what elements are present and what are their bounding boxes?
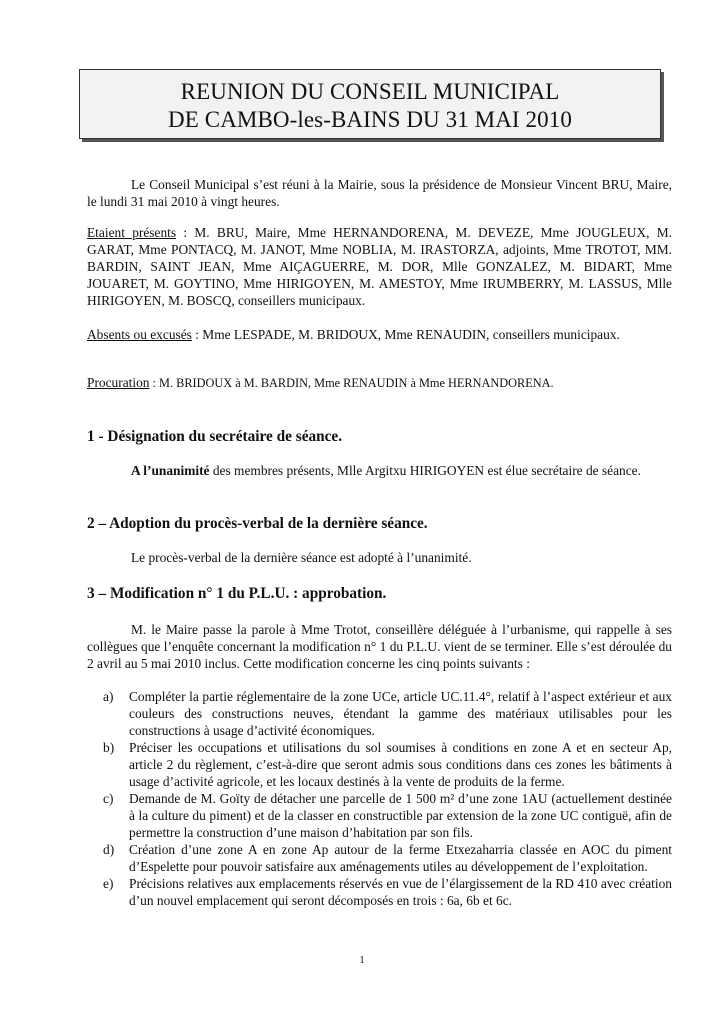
section-3	[87, 584, 672, 604]
section-2-text: Le procès-verbal de la dernière séance est adopté à l’unanimité.	[131, 550, 472, 565]
intro-paragraph	[87, 176, 672, 210]
section-3-text: M. le Maire passe la parole à Mme Trotot, conseillère déléguée à l’urbanisme, qui rappelle à ses collègues que l’enquête concernant la modification n° 1 du P.L.U. vient de se terminer. Elle s’est déroulée du 2 avril au 5 mai 2010 inclus. Cette modification concerne les cinq points suivants :	[87, 622, 672, 671]
title-line-1: REUNION DU CONSEIL MUNICIPAL	[180, 79, 560, 104]
present-text: : M. BRU, Maire, Mme HERNANDORENA, M. DEVEZE, Mme JOUGLEUX, M. GARAT, Mme PONTACQ, M. JANOT, Mme NOBLIA, M. IRASTORZA, adjoints, Mme TROTOT, MM. BARDIN, SAINT JEAN, Mme AIÇAGUERRE, M. DOR, Mlle GONZALEZ, M. BIDART, Mme JOUARET, M. GOYTINO, Mme HIRIGOYEN, M. AMESTOY, Mme IRUMBERRY, M. LASSUS, Mlle HIRIGOYEN, M. BOSCQ, conseillers municipaux.	[87, 225, 672, 308]
section-2	[87, 514, 672, 534]
list-item-text: Création d’une zone A en zone Ap autour de la ferme Etxezaharria classée en AOC du piment d’Espelette pour pouvoir satisfaire aux aménagements utiles au développement de l’exploitation.	[129, 842, 672, 874]
list-item	[103, 790, 672, 841]
section-1-text: des membres présents, Mlle Argitxu HIRIGOYEN est élue secrétaire de séance.	[209, 463, 641, 478]
page-number: 1	[359, 954, 365, 966]
list-item-text: Préciser les occupations et utilisations du sol soumises à conditions en zone A et en secteur Ap, article 2 du règlement, c’est-à-dire que seront admis sous conditions dans ces zones les bâtiments à usage d’activité agricole, et les locaux destinés à la vente de produits de la ferme.	[129, 740, 672, 789]
present-paragraph	[87, 224, 672, 309]
absent-paragraph	[87, 326, 672, 343]
title-box	[79, 69, 661, 139]
list-item	[103, 841, 672, 875]
absent-text: : Mme LESPADE, M. BRIDOUX, Mme RENAUDIN, conseillers municipaux.	[191, 327, 620, 342]
section-2-body	[87, 549, 672, 566]
list-item	[103, 739, 672, 790]
title-line-2: DE CAMBO-les-BAINS DU 31 MAI 2010	[168, 107, 572, 132]
list-item-text: Demande de M. Goïty de détacher une parcelle de 1 500 m² d’une zone 1AU (actuellement destinée à la culture du piment) et de la classer en constructible par extension de la zone UC contiguë, afin de permettre la construction d’une maison d’habitation par son fils.	[129, 791, 672, 840]
proxy-text: : M. BRIDOUX à M. BARDIN, Mme RENAUDIN à Mme HERNANDORENA.	[149, 376, 554, 390]
proxy-paragraph	[87, 374, 672, 392]
list-marker: a)	[103, 689, 114, 704]
section-1	[87, 427, 672, 447]
section-2-heading: 2 – Adoption du procès-verbal de la dernière séance.	[87, 515, 428, 532]
list-marker: c)	[103, 791, 114, 806]
section-1-body	[87, 462, 672, 479]
intro-text: Le Conseil Municipal s’est réuni à la Mairie, sous la présidence de Monsieur Vincent BRU, Maire, le lundi 31 mai 2010 à vingt heures.	[87, 177, 672, 209]
list-item-text: Compléter la partie réglementaire de la zone UCe, article UC.11.4°, relatif à l’aspect extérieur et aux couleurs des constructions neuves, étendant la gamme des matériaux utilisables pour les constructions à usage d’activité économiques.	[129, 689, 672, 738]
list-marker: e)	[103, 876, 114, 891]
present-label: Etaient présents	[87, 225, 177, 240]
section-1-heading: 1 - Désignation du secrétaire de séance.	[87, 428, 343, 445]
section-3-body	[87, 621, 672, 672]
list-item	[103, 875, 672, 909]
points-list	[103, 688, 672, 909]
absent-label: Absents ou excusés	[87, 327, 192, 342]
list-item-text: Précisions relatives aux emplacements réservés en vue de l’élargissement de la RD 410 avec création d’un nouvel emplacement qui seront décomposés en trois : 6a, 6b et 6c.	[129, 876, 672, 908]
list-marker: d)	[103, 842, 115, 857]
proxy-label: Procuration	[87, 375, 150, 390]
section-3-heading: 3 – Modification n° 1 du P.L.U. : approbation.	[87, 585, 387, 602]
list-marker: b)	[103, 740, 115, 755]
list-item	[103, 688, 672, 739]
unanimity-lead: A l’unanimité	[131, 463, 210, 478]
